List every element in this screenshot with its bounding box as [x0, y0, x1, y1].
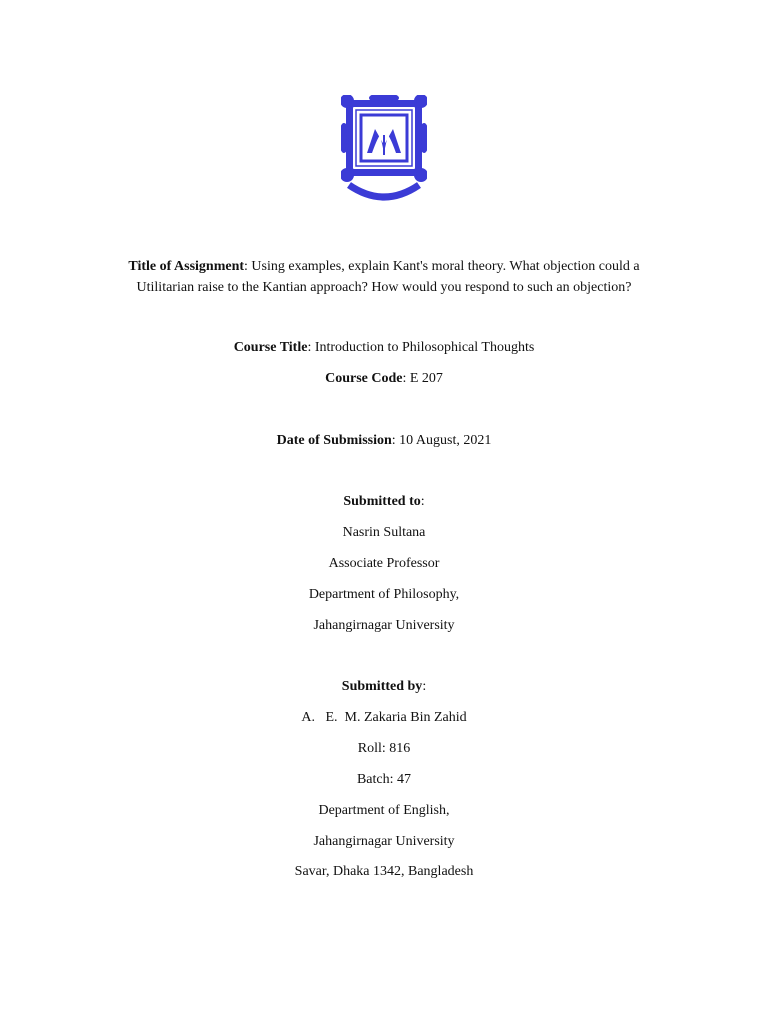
assignment-title-text: : Using examples, explain Kant's moral theory. What objection could a Utilitarian raise to the Kantian approach? How would you respond to such an objection? [136, 259, 640, 295]
assignment-title [100, 256, 668, 298]
submitted-to-label: Submitted to [343, 494, 421, 509]
course-code-label: Course Code [325, 371, 403, 386]
submitted-to-university: Jahangirnagar University [313, 618, 455, 633]
submitted-to-heading: Submitted to: [343, 494, 425, 509]
submitted-by-roll: Roll: 816 [357, 741, 411, 756]
assignment-title-label: Title of Assignment [128, 259, 245, 274]
submitted-by-label: Submitted by [341, 679, 423, 694]
submission-date-value: : 10 August, 2021 [391, 433, 492, 448]
course-title-label: Course Title [233, 340, 308, 355]
submitted-by-name: A. E. M. Zakaria Bin Zahid [301, 710, 467, 725]
submitted-to-department: Department of Philosophy, [308, 587, 460, 602]
university-seal-logo [341, 95, 427, 210]
course-code-value: : E 207 [402, 371, 443, 386]
course-title-line [0, 338, 768, 358]
submitted-by-batch: Batch: 47 [356, 772, 412, 787]
course-title-value: : Introduction to Philosophical Thoughts [307, 340, 535, 355]
course-code-line [0, 369, 768, 389]
submitted-to-name: Nasrin Sultana [342, 525, 426, 540]
submitted-by-heading: Submitted by: [341, 679, 427, 694]
submission-date-label: Date of Submission [276, 433, 392, 448]
submitted-by-university: Jahangirnagar University [313, 834, 455, 849]
submitted-by-department: Department of English, [318, 803, 450, 818]
submission-date-line [0, 431, 768, 451]
submitted-by-address: Savar, Dhaka 1342, Bangladesh [294, 864, 474, 879]
submitted-to-designation: Associate Professor [328, 556, 440, 571]
